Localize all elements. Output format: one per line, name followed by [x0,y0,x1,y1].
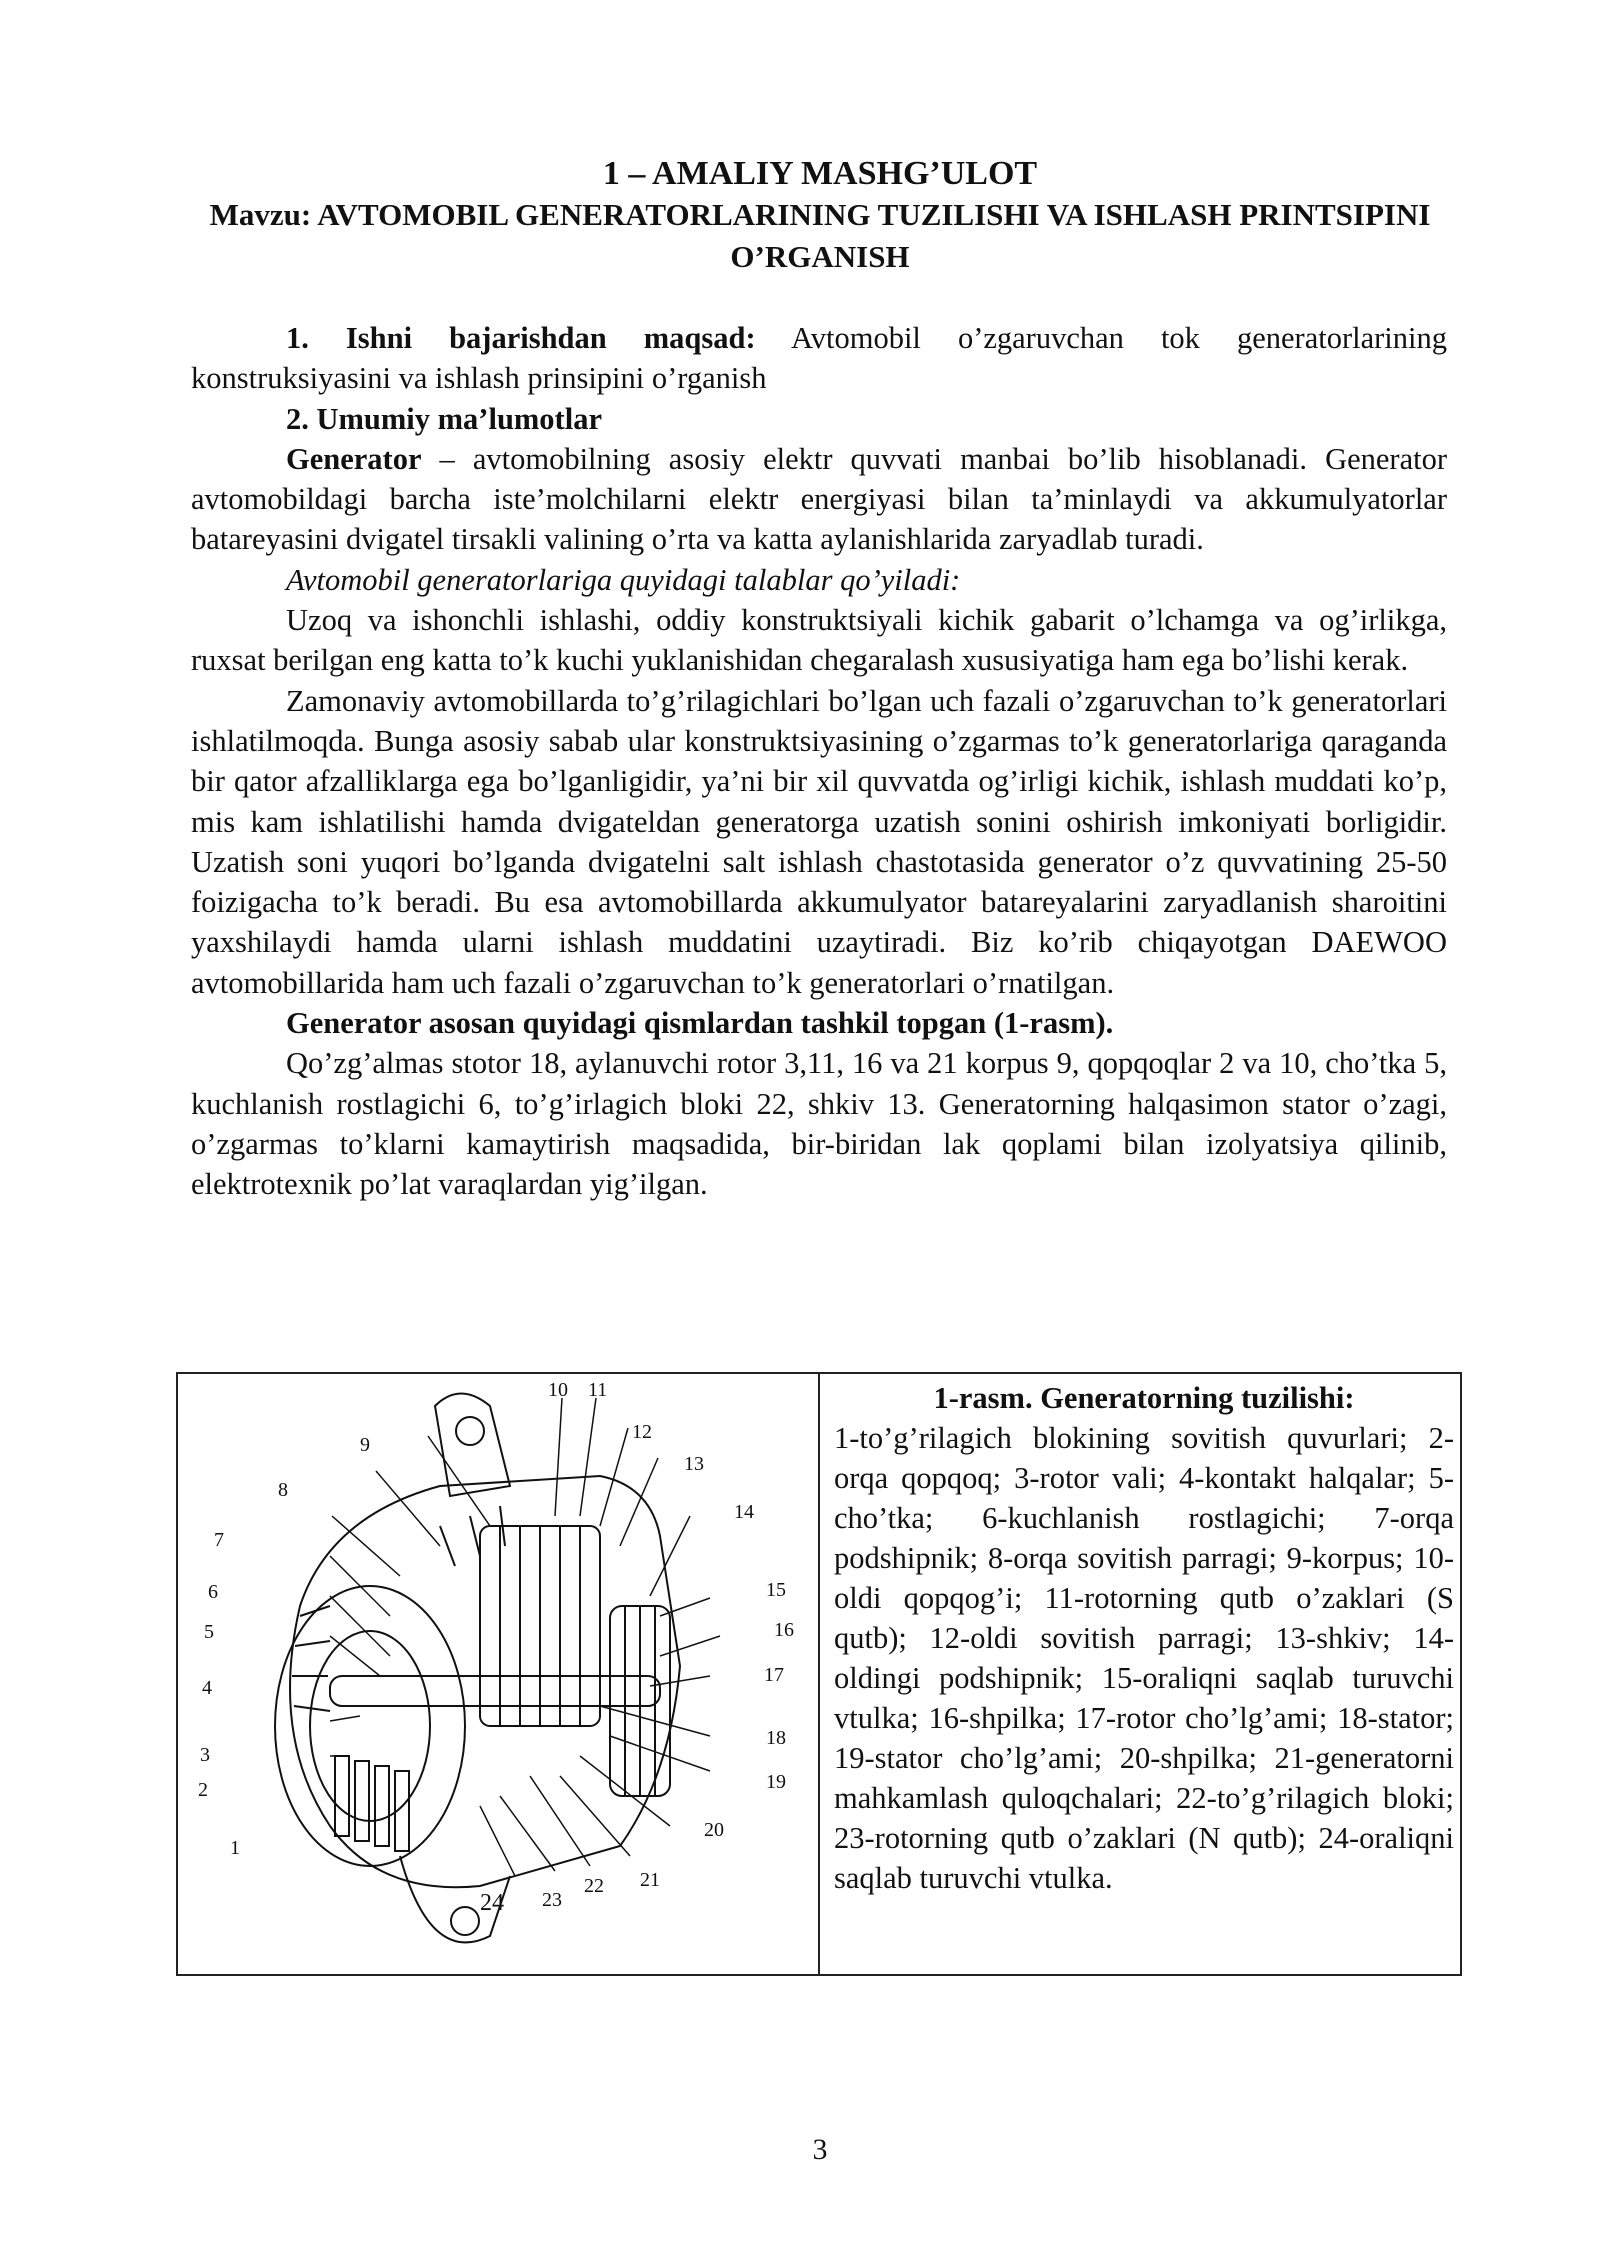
callout-15: 15 [766,1579,786,1601]
figure-box [176,1372,1462,1976]
figure-divider [818,1374,820,1974]
callout-11: 11 [588,1379,608,1401]
callout-19: 19 [766,1771,786,1793]
callout-2: 2 [198,1779,208,1801]
figure-caption-title: 1-rasm. Generatorning tuzilishi: [933,1381,1355,1415]
requirements-paragraph: Uzoq va ishonchli ishlashi, oddiy konstruktsiyali kichik gabarit o’lchamga va og’irlikga, ruxsat berilgan eng katta to’k kuchi yuklanishidan chegaralash xususiyatiga ham ega bo’lishi kerak. [191,603,1447,678]
callout-6: 6 [208,1581,218,1603]
callout-17: 17 [764,1664,784,1686]
callout-1: 1 [230,1837,240,1859]
page-subtitle: Mavzu: AVTOMOBIL GENERATORLARINING TUZILISHI VA ISHLASH PRINTSIPINI O’RGANISH [209,197,1431,274]
alternator-drawing [180,1376,816,1974]
callout-8: 8 [278,1479,288,1501]
callout-20: 20 [704,1819,724,1841]
callout-12: 12 [632,1421,652,1443]
callout-24: 24 [480,1890,504,1916]
goal-text: Avtomobil o’zgaruvchan tok generatorlarining konstruksiyasini va ishlash prinsipini o’rganish [191,321,1447,396]
parts-heading: Generator asosan quyidagi qismlardan tashkil topgan (1-rasm). [286,1006,1114,1041]
goal-label: 1. Ishni bajarishdan maqsad: [286,321,756,355]
callout-21: 21 [640,1869,660,1891]
body-text [191,318,1447,1205]
page-number: 3 [812,2133,828,2166]
callout-3: 3 [200,1744,210,1766]
page-title: 1 – AMALIY MASHG’ULOT [602,155,1038,192]
requirements-heading: Avtomobil generatorlariga quyidagi talablar qo’yiladi: [286,562,961,597]
callout-10: 10 [548,1379,568,1401]
callout-14: 14 [734,1501,754,1523]
callout-23: 23 [542,1889,562,1911]
generator-text: – avtomobilning asosiy elektr quvvati manbai bo’lib hisoblanadi. Generator avtomobildagi barcha iste’molchilarni elektr energiyasi bilan ta’minlaydi va akkumulyatorlar batareyasini dvigatel tirsakli valining o’rta va katta aylanishlarida zaryadlab turadi. [191,441,1447,557]
modern-generators-paragraph: Zamonaviy avtomobillarda to’g’rilagichlari bo’lgan uch fazali o’zgaruvchan to’k generatorlari ishlatilmoqda. Bunga asosiy sabab ular konstruktsiyasining o’zgarmas to’k generatorlariga qaraganda bir qator afzalliklarga ega bo’lganligidir, ya’ni bir xil quvvatda og’irligi kichik, ishlash muddati ko’p, mis kam ishlatilishi hamda dvigateldan generatorga uzatish sonini oshirish imkoniyati borligidir. Uzatish soni yuqori bo’lganda dvigatelni salt ishlash chastotasida generator o’z quvvatining 25-50 foizigacha to’k beradi. Bu esa avtomobillarda akkumulyator batareyalarini zaryadlanish sharoitini yaxshilaydi hamda ularni ishlash muddatini uzaytiradi. Biz ko’rib chiqayotgan DAEWOO avtomobillarida ham uch fazali o’zgaruvchan to’k generatorlari o’rnatilgan. [191,683,1447,1000]
callout-5: 5 [204,1621,214,1643]
callout-7: 7 [214,1529,224,1551]
callout-4: 4 [202,1677,212,1699]
parts-paragraph: Qo’zg’almas stotor 18, aylanuvchi rotor 3,11, 16 va 21 korpus 9, qopqoqlar 2 va 10, cho’tka 5, kuchlanish rostlagichi 6, to’g’irlagich bloki 22, shkiv 13. Generatorning halqasimon stator o’zagi, o’zgarmas to’klarni kamaytirish maqsadida, bir-biridan lak qoplami bilan izolyatsiya qilinib, elektrotexnik po’lat varaqlardan yig’ilgan. [191,1046,1447,1202]
callout-16: 16 [774,1619,794,1641]
callout-13: 13 [684,1453,704,1475]
general-info-heading: 2. Umumiy ma’lumotlar [286,401,602,436]
callout-9: 9 [360,1434,370,1456]
callout-labels [198,1379,794,1916]
goal-paragraph [191,318,1447,399]
generator-paragraph [191,439,1447,560]
figure-caption-text: 1-to’g’rilagich blokining sovitish quvurlari; 2-orqa qopqoq; 3-rotor vali; 4-kontakt halqalar; 5-cho’tka; 6-kuchlanish rostlagichi; 7-orqa podshipnik; 8-orqa sovitish parragi; 9-korpus; 10-oldi qopqog’i; 11-rotorning qutb o’zaklari (S qutb); 12-oldi sovitish parragi; 13-shkiv; 14-oldingi podshipnik; 15-oraliqni saqlab turuvchi vtulka; 16-shpilka; 17-rotor cho’lg’ami; 18-stator; 19-stator cho’lg’ami; 20-shpilka; 21-generatorni mahkamlash quloqchalari; 22-to’g’rilagich bloki; 23-rotorning qutb o’zaklari (N qutb); 24-oraliqni saqlab turuvchi vtulka. [834,1421,1454,1895]
callout-22: 22 [584,1875,604,1897]
generator-term: Generator [286,441,422,476]
callout-18: 18 [766,1727,786,1749]
figure-caption [834,1378,1454,1898]
